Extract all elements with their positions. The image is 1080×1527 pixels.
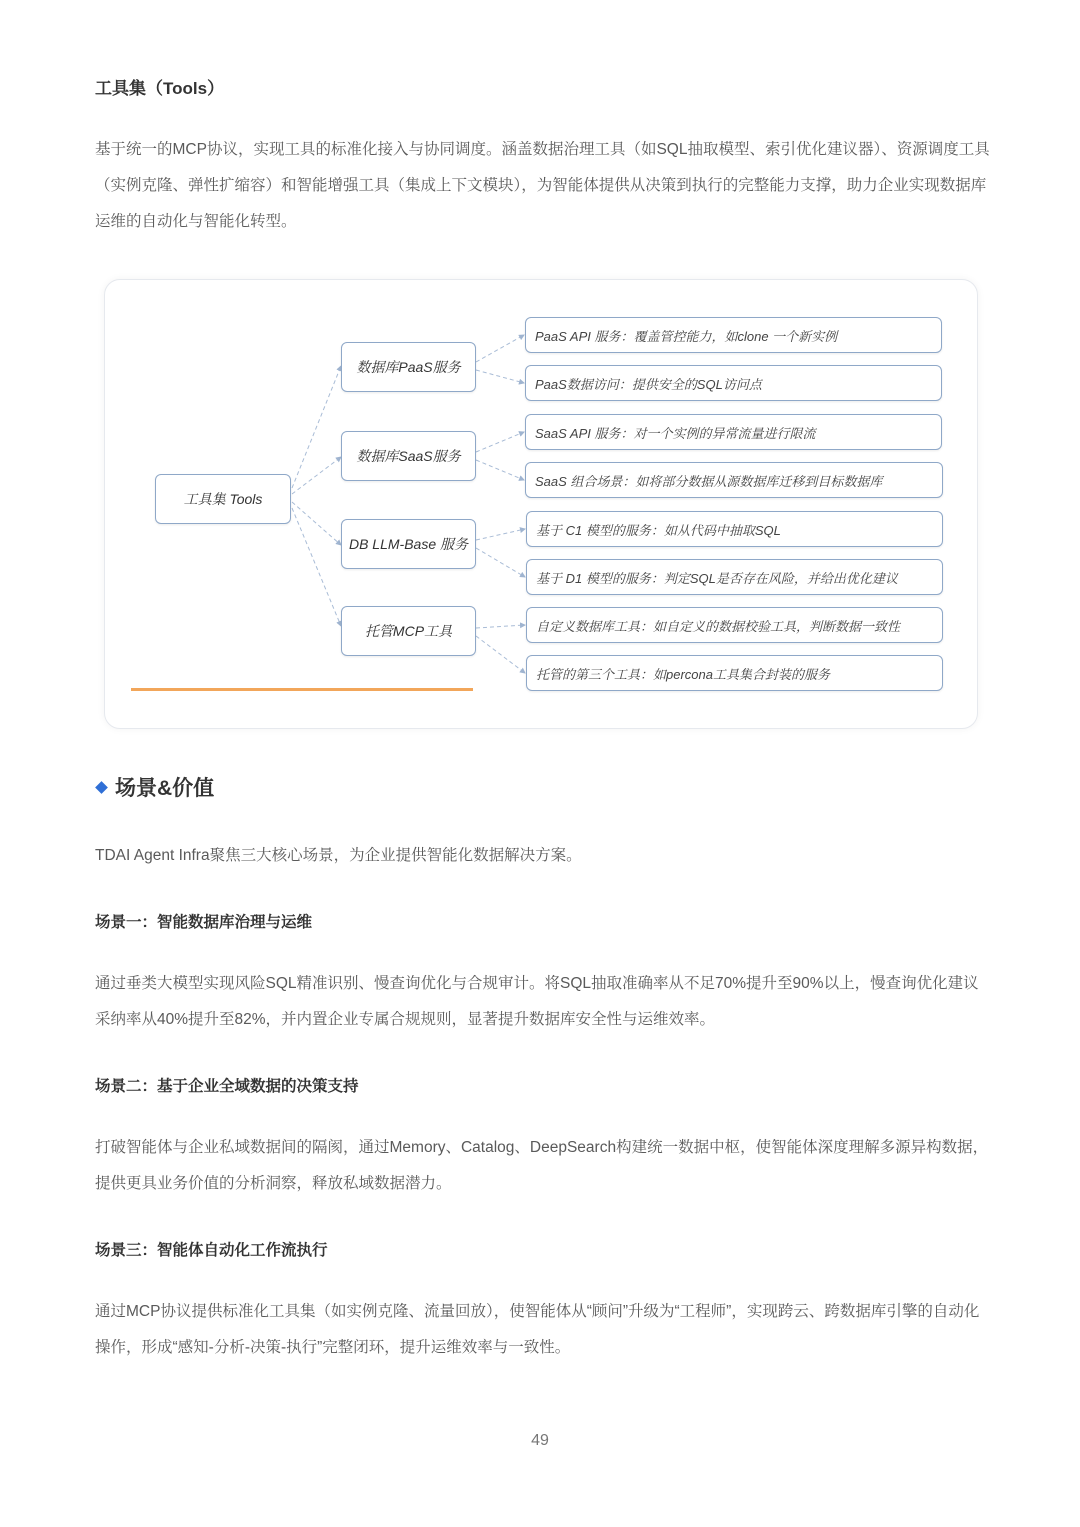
section-intro: TDAI Agent Infra聚焦三大核心场景，为企业提供智能化数据解决方案。 <box>95 847 582 864</box>
scene-3-title: 场景三：智能体自动化工作流执行 <box>95 1242 328 1259</box>
page-number: 49 <box>531 1432 549 1449</box>
connector-llm-leaf1 <box>476 529 525 540</box>
connector-root-llm <box>292 502 341 545</box>
connector-mcp-leaf2 <box>476 636 525 673</box>
tools-paragraph: 基于统一的MCP协议，实现工具的标准化接入与协同调度。涵盖数据治理工具（如SQL抽取模型、索引优化建议器）、资源调度工具（实例克隆、弹性扩缩容）和智能增强工具（集成上下文模块），为智能体提供从决策到执行的完整能力支撑，助力企业实现数据库运维的自动化与智能化转型。 <box>95 141 990 230</box>
connector-mcp-leaf1 <box>476 625 525 628</box>
leaf-node: 基于 C1 模型的服务：如从代码中抽取SQL <box>526 511 943 547</box>
connector-saas-leaf2 <box>476 460 524 480</box>
scene-3-text: 通过MCP协议提供标准化工具集（如实例克隆、流量回放），使智能体从“顾问”升级为“工程师”，实现跨云、跨数据库引擎的自动化操作，形成“感知-分析-决策-执行”完整闭环，提升运维效率与一致性。 <box>95 1303 980 1356</box>
leaf-node: SaaS API 服务：对一个实例的异常流量进行限流 <box>525 414 942 450</box>
scene-1-title: 场景一：智能数据库治理与运维 <box>95 914 313 931</box>
scene-1-text: 通过垂类大模型实现风险SQL精准识别、慢查询优化与合规审计。将SQL抽取准确率从不足70%提升至90%以上，慢查询优化建议采纳率从40%提升至82%，并内置企业专属合规规则，显著提升数据库安全性与运维效率。 <box>95 975 979 1028</box>
scene-2-text: 打破智能体与企业私域数据间的隔阂，通过Memory、Catalog、DeepSearch构建统一数据中枢，使智能体深度理解多源异构数据，提供更具业务价值的分析洞察，释放私域数据潜力。 <box>95 1139 989 1192</box>
connector-root-mcp <box>292 508 341 626</box>
group-node-paas: 数据库PaaS服务 <box>341 342 476 392</box>
connector-paas-leaf1 <box>476 335 524 362</box>
leaf-node: 基于 D1 模型的服务：判定SQL是否存在风险，并给出优化建议 <box>526 559 943 595</box>
leaf-node: 自定义数据库工具：如自定义的数据校验工具，判断数据一致性 <box>526 607 943 643</box>
group-node-llm-base: DB LLM-Base 服务 <box>341 519 476 569</box>
group-node-mcp: 托管MCP工具 <box>341 606 476 656</box>
connector-saas-leaf1 <box>476 432 524 452</box>
scene-2-title: 场景二：基于企业全域数据的决策支持 <box>95 1078 359 1095</box>
group-node-saas: 数据库SaaS服务 <box>341 431 476 481</box>
orange-divider <box>131 688 473 691</box>
connector-paas-leaf2 <box>476 370 524 383</box>
connector-root-saas <box>292 457 341 494</box>
connector-llm-leaf2 <box>476 548 525 577</box>
leaf-node: SaaS 组合场景：如将部分数据从源数据库迁移到目标数据库 <box>525 462 943 498</box>
connector-root-paas <box>292 366 341 488</box>
tools-heading: 工具集（Tools） <box>95 79 225 98</box>
leaf-node: PaaS数据访问：提供安全的SQL访问点 <box>525 365 942 401</box>
leaf-node: PaaS API 服务：覆盖管控能力，如clone 一个新实例 <box>525 317 942 353</box>
leaf-node: 托管的第三个工具：如percona工具集合封装的服务 <box>526 655 943 691</box>
section-title <box>95 772 214 802</box>
tools-diagram <box>104 279 978 729</box>
section-title-text: 场景&价值 <box>115 777 215 800</box>
root-node: 工具集 Tools <box>155 474 291 524</box>
diamond-bullet-icon <box>95 781 108 794</box>
